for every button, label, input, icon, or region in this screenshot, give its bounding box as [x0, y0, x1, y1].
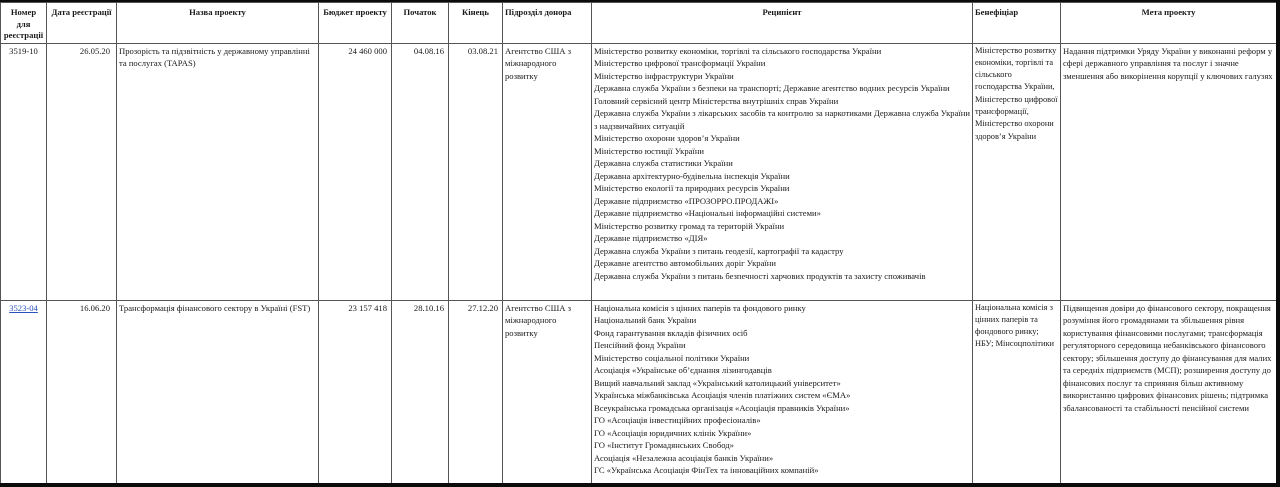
- header-goal: Мета проекту: [1061, 3, 1277, 44]
- goal-cell: Надання підтримки Уряду України у виконанні реформ у сфері державного управління та послуг і значне зменшення або викорінення корупції у ключових галузях: [1061, 43, 1277, 300]
- header-beneficiary: Бенефіціар: [973, 3, 1061, 44]
- reg-no-cell: [1, 300, 47, 483]
- header-reg-date: Дата реєстрації: [47, 3, 117, 44]
- recipient-item: Державна служба України з лікарських засобів та контролю за наркотиками Державна служба України з надзвичайних ситуацій: [594, 108, 970, 131]
- recipient-item: Головний сервісний центр Міністерства внутрішніх справ України: [594, 95, 839, 106]
- registry-table-sheet: [0, 2, 1276, 483]
- recipient-item: Державна служба статистики України: [594, 158, 733, 168]
- budget-cell: 23 157 418: [319, 300, 392, 483]
- recipient-item: Національна комісія з цінних паперів та фондового ринку: [594, 302, 806, 313]
- header-recipient: Реципієнт: [592, 3, 973, 44]
- header-row: [1, 3, 1277, 44]
- recipient-item: Асоціація «Українське об’єднання лізингодавців: [594, 365, 772, 375]
- recipient-item: Фонд гарантування вкладів фізичних осіб: [594, 327, 748, 338]
- recipient-item: ГО «Інститут Громадянських Свобод»: [594, 440, 734, 450]
- project-name-cell: Трансформація фінансового сектору в Україні (FST): [117, 300, 319, 483]
- header-donor: Підрозділ донора: [503, 3, 592, 44]
- recipient-item: ГО «Асоціація інвестиційних професіоналів»: [594, 415, 761, 425]
- recipient-item: Пенсійний фонд України: [594, 340, 686, 350]
- recipient-item: ГО «Асоціація юридичних клінік України»: [594, 427, 752, 438]
- recipient-item: Державне підприємство «ДІЯ»: [594, 233, 708, 243]
- recipient-item: Державна архітектурно-будівельна інспекція України: [594, 170, 790, 181]
- recipient-cell: [592, 43, 973, 300]
- table-row: [1, 300, 1277, 483]
- recipient-item: Міністерство розвитку громад та територій України: [594, 220, 785, 231]
- recipient-item: Міністерство охорони здоров’я України: [594, 133, 740, 143]
- reg-date-cell: 26.05.20: [47, 43, 117, 300]
- end-date-cell: 03.08.21: [449, 43, 503, 300]
- projects-table: [0, 2, 1276, 483]
- end-date-cell: 27.12.20: [449, 300, 503, 483]
- recipient-item: Державне підприємство «ПРОЗОРРО.ПРОДАЖІ»: [594, 195, 779, 206]
- header-project-name: Назва проекту: [117, 3, 319, 44]
- recipient-item: ГС «Українська Асоціація ФінТех та інноваційних компаній»: [594, 465, 819, 475]
- recipient-item: Міністерство соціальної політики України: [594, 352, 750, 363]
- recipient-item: Державна служба України з безпеки на транспорті; Державне агентство водних ресурсів України: [594, 83, 950, 93]
- beneficiary-cell: Міністерство розвитку економіки, торгівлі та сільського господарства України, Міністерство цифрової трансформації, Міністерство охорони здоров’я України: [973, 43, 1061, 300]
- recipient-item: Державне підприємство «Національні інформаційні системи»: [594, 208, 821, 218]
- recipient-item: Всеукраїнська громадська організація «Асоціація правників України»: [594, 402, 850, 413]
- project-name-cell: Прозорість та підзвітність у державному управлінні та послугах (TAPAS): [117, 43, 319, 300]
- donor-cell: Агентство США з міжнародного розвитку: [503, 43, 592, 300]
- donor-cell: Агентство США з міжнародного розвитку: [503, 300, 592, 483]
- budget-cell: 24 460 000: [319, 43, 392, 300]
- recipient-item: Міністерство інфраструктури України: [594, 70, 734, 81]
- header-budget: Бюджет проекту: [319, 3, 392, 44]
- beneficiary-cell: Національна комісія з цінних паперів та фондового ринку; НБУ; Мінсоцполітики: [973, 300, 1061, 483]
- start-date-cell: 04.08.16: [392, 43, 449, 300]
- recipient-item: Вищий навчальний заклад «Український католицький університет»: [594, 377, 841, 388]
- recipient-item: Українська міжбанківська Асоціація членів платіжних систем «ЄМА»: [594, 390, 851, 400]
- recipient-item: Державне агентство автомобільних доріг України: [594, 258, 776, 268]
- recipient-item: Міністерство цифрової трансформації України: [594, 58, 766, 68]
- header-end: Кінець: [449, 3, 503, 44]
- recipient-cell: [592, 300, 973, 483]
- reg-date-cell: 16.06.20: [47, 300, 117, 483]
- recipient-item: Міністерство екології та природних ресурсів України: [594, 183, 790, 193]
- reg-no-cell: 3519-10: [1, 43, 47, 300]
- header-start: Початок: [392, 3, 449, 44]
- recipient-item: Державна служба України з питань геодезії, картографії та кадастру: [594, 245, 844, 256]
- recipient-item: Міністерство юстиції України: [594, 145, 705, 156]
- recipient-item: Державна служба України з питань безпечності харчових продуктів та захисту споживачів: [594, 270, 926, 281]
- header-reg-no: Номер для реєстрації: [1, 3, 47, 44]
- recipient-item: Асоціація «Незалежна асоціація банків України»: [594, 452, 774, 463]
- table-row: [1, 43, 1277, 300]
- recipient-item: Міністерство розвитку економіки, торгівлі та сільського господарства України: [594, 45, 882, 56]
- goal-cell: Підвищення довіри до фінансового сектору, покращення розуміння його громадянами та збільшення рівня користування фінансовими послугами; трансформація регуляторного середовища небанківського фінансового сектору; збільшення доступу до фінансування для малих та середніх підприємств (МСП); розширення доступу до фінансових послуг та сприяння більш активному використанню цифрових фінансових рішень; підтримка збалансованості та стабільності пенсійної системи: [1061, 300, 1277, 483]
- start-date-cell: 28.10.16: [392, 300, 449, 483]
- reg-no-link[interactable]: 3523-04: [9, 302, 38, 313]
- recipient-item: Національний банк України: [594, 315, 697, 325]
